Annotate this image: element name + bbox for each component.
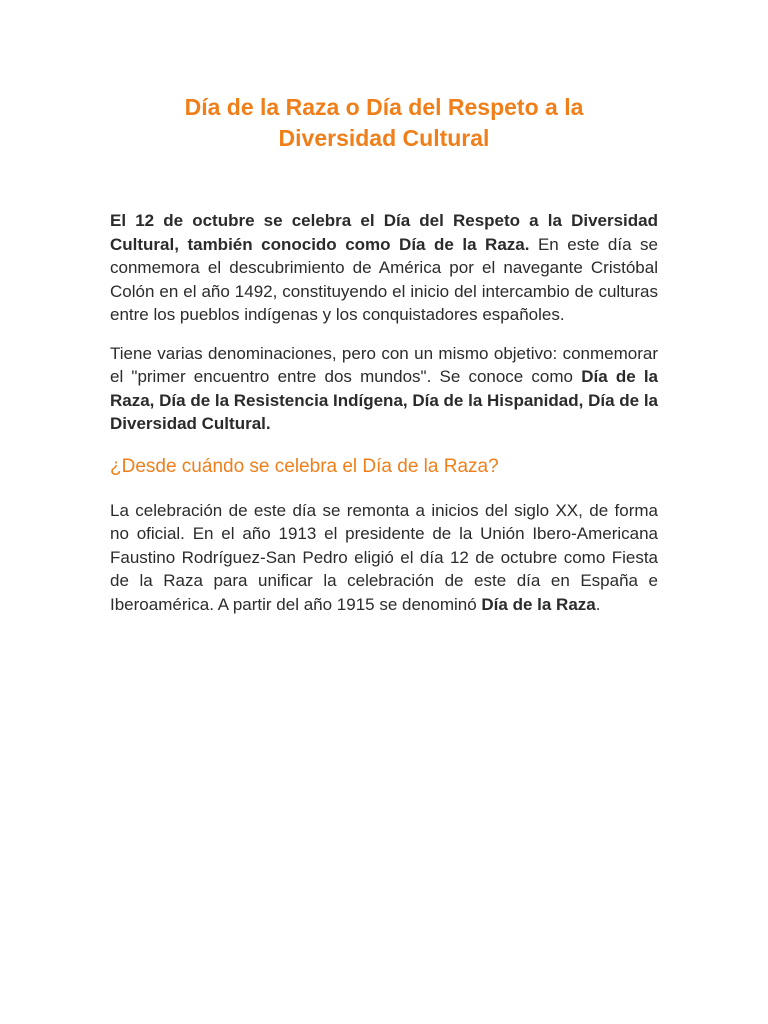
title-line-2: Diversidad Cultural xyxy=(278,125,490,151)
history-end: . xyxy=(595,594,601,614)
history-bold-text: Día de la Raza xyxy=(481,594,596,614)
history-paragraph xyxy=(110,499,658,617)
section-heading: ¿Desde cuándo se celebra el Día de la Raza? xyxy=(110,455,499,477)
document-title xyxy=(110,92,658,154)
intro-bold-text: El 12 de octubre se celebra el Día del Respeto a la Diversidad Cultural, también conocido como Día de la Raza. xyxy=(110,211,658,254)
history-text: La celebración de este día se remonta a inicios del siglo XX, de forma no oficial. En el año 1913 el presidente de la Unión Ibero-Americana Faustino Rodríguez-San Pedro eligió el día 12 de octubre como Fiesta de la Raza para unificar la celebración de este día en España e Iberoamérica. A partir del año 1915 se denominó xyxy=(110,500,658,614)
intro-paragraph xyxy=(110,209,658,327)
intro-text: En este día se conmemora el descubrimiento de América por el navegante Cristóbal Colón en el año 1492, constituyendo el inicio del intercambio de culturas entre los pueblos indígenas y los conquistadores españoles. xyxy=(110,234,658,324)
denominations-bold-text: Día de la Raza, Día de la Resistencia Indígena, Día de la Hispanidad, Día de la Diversidad Cultural. xyxy=(110,367,659,433)
denominations-text: Tiene varias denominaciones, pero con un mismo objetivo: conmemorar el "primer encuentro entre dos mundos". Se conoce como xyxy=(110,343,658,386)
document-page xyxy=(110,92,658,616)
title-line-1: Día de la Raza o Día del Respeto a la xyxy=(184,94,584,120)
denominations-paragraph xyxy=(110,342,658,436)
